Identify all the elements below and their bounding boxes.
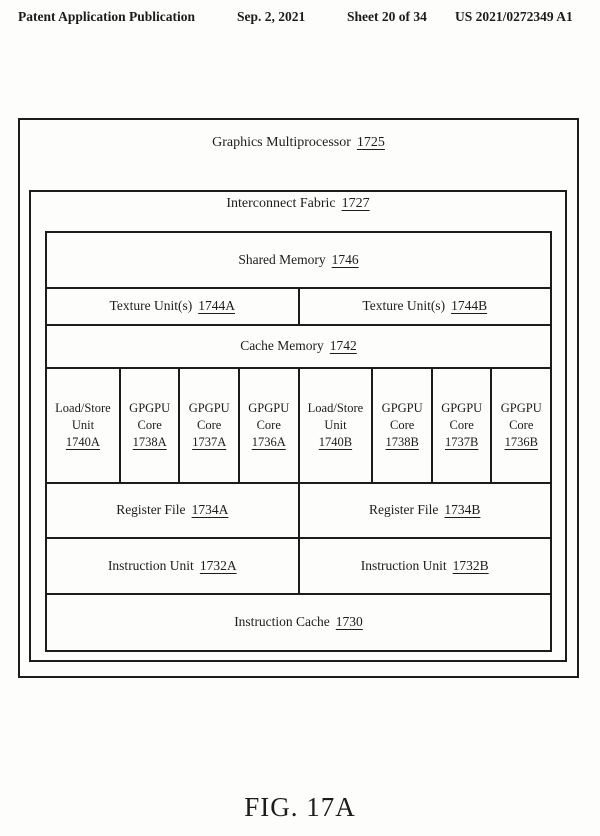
instruction-unit-b-ref: 1732B: [452, 557, 489, 573]
box-texture-units-1744b: [298, 289, 551, 324]
box-gpgpu-core-1736a: [238, 369, 298, 482]
texture-units-a-ref: 1744A: [198, 298, 235, 314]
row-texture-units: [47, 287, 550, 324]
figure-caption: FIG. 17A: [244, 792, 356, 822]
instruction-cache-label: Instruction Cache: [234, 614, 330, 630]
cache-memory-ref: 1742: [329, 338, 357, 354]
core-line2: Core: [137, 418, 162, 433]
register-file-b-ref: 1734B: [444, 502, 481, 518]
box-register-file-1734a: [47, 484, 298, 537]
publication-date: Sep. 2, 2021: [237, 9, 306, 24]
instruction-unit-a-label: Instruction Unit: [107, 557, 194, 573]
core-line1: GPGPU: [441, 401, 483, 416]
publication-label: Patent Application Publication: [18, 9, 196, 24]
core-line2: Core: [509, 418, 534, 433]
core-line2: Unit: [324, 418, 347, 433]
box-texture-units-1744a: [47, 289, 298, 324]
box-gpgpu-core-1737b: [431, 369, 491, 482]
core-ref: 1737A: [192, 434, 227, 449]
sheet-number: Sheet 20 of 34: [347, 9, 427, 24]
core-line2: Core: [256, 418, 281, 433]
row-cores: [47, 367, 550, 482]
core-line1: GPGPU: [129, 401, 171, 416]
texture-units-b-label: Texture Unit(s): [362, 298, 446, 314]
register-file-a-label: Register File: [116, 502, 186, 518]
core-line2: Unit: [71, 418, 95, 433]
core-line1: GPGPU: [381, 401, 423, 416]
row-register-files: [47, 482, 550, 537]
register-file-b-label: Register File: [369, 502, 439, 518]
box-gpgpu-core-1738b: [371, 369, 431, 482]
row-shared-memory: [47, 233, 550, 287]
row-cache-memory: [47, 324, 550, 367]
interconnect-fabric-label: Interconnect Fabric: [226, 196, 336, 211]
core-line1: Load/Store: [307, 401, 364, 416]
core-ref: 1737B: [445, 434, 479, 449]
core-line2: Core: [197, 418, 222, 433]
box-instruction-cache-1730: [47, 595, 550, 650]
core-ref: 1738A: [132, 434, 167, 449]
box-shared-memory-1746: [47, 233, 550, 287]
page-header: [0, 9, 600, 29]
box-load-store-unit-1740b: [298, 369, 372, 482]
patent-number: US 2021/0272349 A1: [455, 9, 573, 24]
graphics-multiprocessor-title: [20, 135, 577, 151]
box-load-store-unit-1740a: [47, 369, 119, 482]
box-gpgpu-core-1737a: [178, 369, 238, 482]
interconnect-fabric-ref: 1727: [341, 196, 370, 211]
instruction-unit-a-ref: 1732A: [199, 557, 237, 573]
core-line1: GPGPU: [188, 401, 230, 416]
box-cache-memory-1742: [47, 326, 550, 367]
instruction-unit-b-label: Instruction Unit: [360, 557, 447, 573]
core-ref: 1740B: [318, 434, 353, 449]
core-line2: Core: [449, 418, 474, 433]
box-gpgpu-core-1738a: [119, 369, 179, 482]
row-instruction-units: [47, 537, 550, 593]
core-ref: 1738B: [385, 434, 419, 449]
texture-units-a-label: Texture Unit(s): [109, 298, 193, 314]
core-ref: 1740A: [65, 434, 100, 449]
core-line1: GPGPU: [248, 401, 290, 416]
box-instruction-unit-1732a: [47, 539, 298, 593]
box-register-file-1734b: [298, 484, 551, 537]
core-ref: 1736B: [504, 434, 538, 449]
graphics-multiprocessor-ref: 1725: [356, 135, 385, 150]
register-file-a-ref: 1734A: [191, 502, 229, 518]
box-unit-grid: [45, 231, 552, 652]
shared-memory-ref: 1746: [331, 251, 359, 267]
interconnect-fabric-title: [31, 196, 565, 212]
core-ref: 1736A: [251, 434, 286, 449]
core-line2: Core: [390, 418, 415, 433]
graphics-multiprocessor-label: Graphics Multiprocessor: [212, 135, 351, 150]
cache-memory-label: Cache Memory: [240, 338, 324, 354]
shared-memory-label: Shared Memory: [238, 251, 326, 267]
core-line1: Load/Store: [55, 401, 111, 416]
texture-units-b-ref: 1744B: [451, 298, 488, 314]
box-instruction-unit-1732b: [298, 539, 551, 593]
core-line1: GPGPU: [500, 401, 542, 416]
box-gpgpu-core-1736b: [490, 369, 550, 482]
row-instruction-cache: [47, 593, 550, 650]
instruction-cache-ref: 1730: [335, 614, 363, 630]
